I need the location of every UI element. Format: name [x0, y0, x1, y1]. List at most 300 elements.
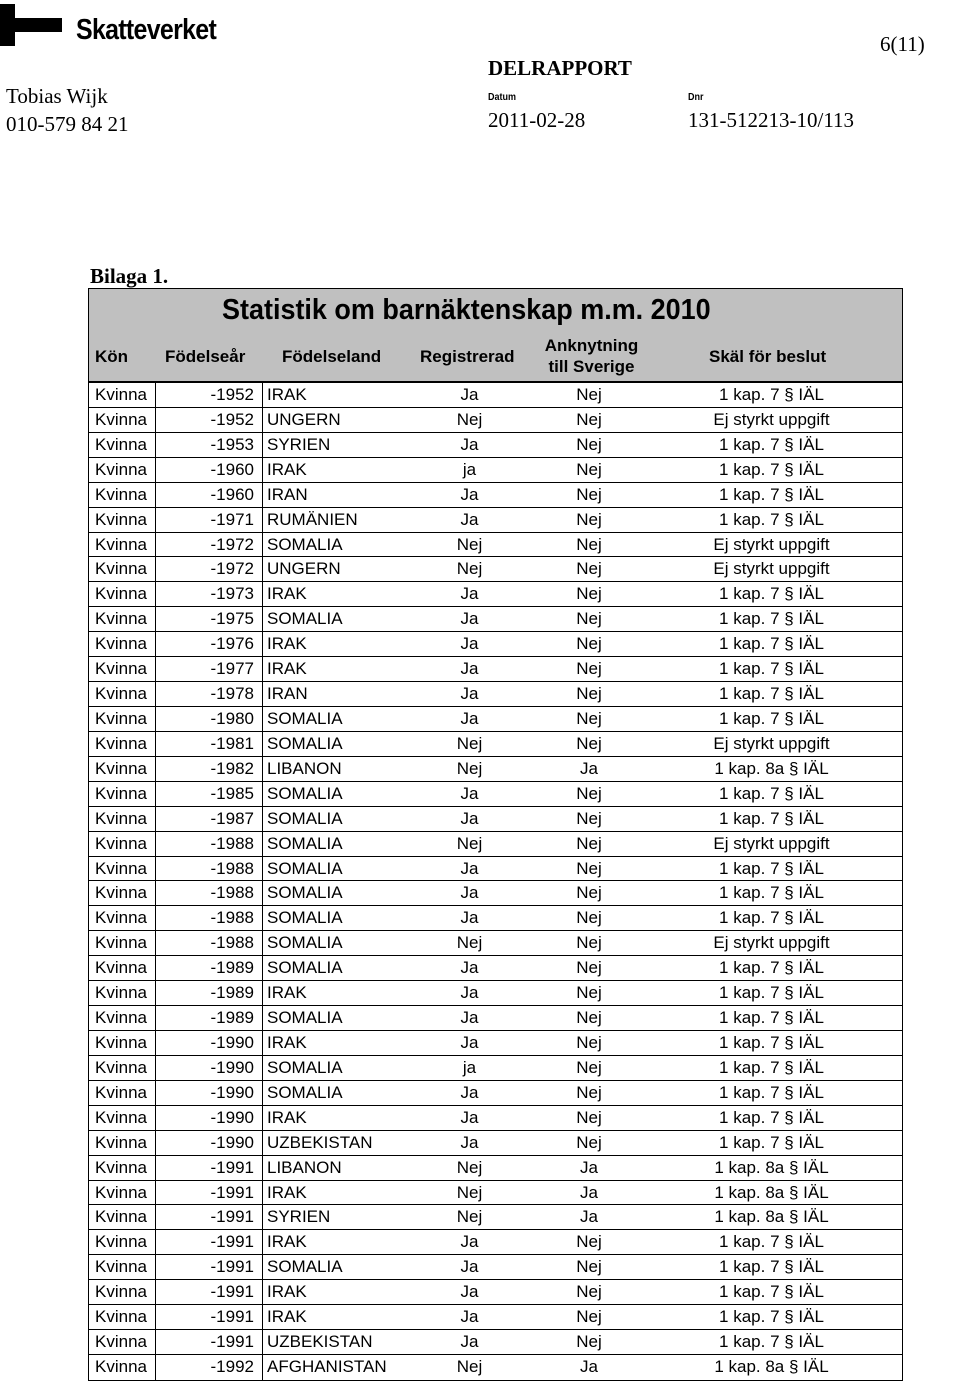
cell-skal: Ej styrkt uppgift [713, 409, 830, 429]
cell-kon: Kvinna [95, 509, 147, 529]
cell-skal: 1 kap. 7 § IÄL [719, 858, 824, 878]
cell-kon: Kvinna [95, 1207, 147, 1227]
cell-registrerad: Ja [460, 783, 479, 803]
cell-registrerad: Nej [456, 733, 483, 753]
cell-fodelseland: SYRIEN [267, 1207, 331, 1227]
table-header [89, 289, 902, 383]
table-row [89, 1156, 902, 1181]
cell-skal: 1 kap. 7 § IÄL [719, 783, 824, 803]
cell-anknytning: Nej [576, 1232, 602, 1252]
cell-registrerad: Ja [460, 1257, 479, 1277]
table-row [89, 1205, 902, 1230]
cell-kon: Kvinna [95, 1132, 147, 1152]
cell-fodelseland: SOMALIA [267, 1257, 343, 1277]
cell-registrerad: Ja [460, 1132, 479, 1152]
table-row [89, 1280, 902, 1305]
cell-fodelseland: SOMALIA [267, 534, 343, 554]
cell-registrerad: Ja [460, 1282, 479, 1302]
column-header-fodelsear: Födelseår [165, 347, 246, 366]
cell-skal: 1 kap. 7 § IÄL [719, 1107, 824, 1127]
cell-kon: Kvinna [95, 958, 147, 978]
cell-fodelsear: -1953 [210, 434, 254, 454]
cell-kon: Kvinna [95, 634, 147, 654]
column-header-anknytning-line1: Anknytning [544, 336, 639, 355]
cell-fodelsear: -1990 [210, 1132, 254, 1152]
table-row [89, 931, 902, 956]
table-row [89, 557, 902, 582]
cell-fodelsear: -1991 [210, 1207, 254, 1227]
cell-anknytning: Nej [576, 509, 602, 529]
cell-skal: 1 kap. 7 § IÄL [719, 634, 824, 654]
cell-fodelseland: SOMALIA [267, 609, 343, 629]
column-header-anknytning [534, 335, 649, 377]
cell-kon: Kvinna [95, 983, 147, 1003]
cell-anknytning: Nej [576, 385, 602, 404]
cell-registrerad: Ja [460, 1008, 479, 1028]
cell-fodelseland: IRAK [267, 459, 307, 479]
cell-skal: 1 kap. 7 § IÄL [719, 983, 824, 1003]
cell-fodelsear: -1978 [210, 684, 254, 704]
cell-kon: Kvinna [95, 684, 147, 704]
cell-fodelseland: UNGERN [267, 559, 341, 579]
cell-kon: Kvinna [95, 808, 147, 828]
cell-fodelsear: -1990 [210, 1107, 254, 1127]
cell-skal: 1 kap. 7 § IÄL [719, 1232, 824, 1252]
cell-kon: Kvinna [95, 1282, 147, 1302]
cell-anknytning: Nej [576, 1332, 602, 1352]
cell-skal: 1 kap. 7 § IÄL [719, 1082, 824, 1102]
cell-anknytning: Ja [580, 1207, 598, 1227]
cell-anknytning: Nej [576, 609, 602, 629]
appendix-heading: Bilaga 1. [90, 264, 169, 288]
cell-registrerad: Ja [460, 1032, 479, 1052]
cell-fodelsear: -1988 [210, 883, 254, 903]
cell-kon: Kvinna [95, 1356, 147, 1376]
table-row [89, 657, 902, 682]
cell-registrerad: Ja [460, 808, 479, 828]
cell-fodelseland: IRAK [267, 1032, 307, 1052]
cell-registrerad: Nej [456, 1182, 483, 1202]
table-row [89, 1355, 902, 1380]
cell-registrerad: Nej [456, 1356, 483, 1376]
cell-registrerad: Ja [460, 609, 479, 629]
table-row [89, 1255, 902, 1280]
cell-fodelseland: IRAK [267, 1107, 307, 1127]
cell-fodelseland: IRAK [267, 983, 307, 1003]
cell-anknytning: Ja [580, 1157, 598, 1177]
cell-anknytning: Nej [576, 808, 602, 828]
cell-fodelsear: -1988 [210, 833, 254, 853]
table-row [89, 956, 902, 981]
table-row [89, 782, 902, 807]
table-row [89, 757, 902, 782]
table-row [89, 508, 902, 533]
cell-fodelseland: SOMALIA [267, 958, 343, 978]
cell-fodelseland: IRAK [267, 1282, 307, 1302]
cell-registrerad: Ja [460, 958, 479, 978]
cell-anknytning: Ja [580, 758, 598, 778]
cell-kon: Kvinna [95, 484, 147, 504]
cell-anknytning: Nej [576, 733, 602, 753]
cell-skal: Ej styrkt uppgift [713, 933, 830, 953]
cell-anknytning: Nej [576, 659, 602, 679]
cell-registrerad: Nej [456, 1207, 483, 1227]
cell-registrerad: Ja [460, 883, 479, 903]
cell-skal: 1 kap. 7 § IÄL [719, 1057, 824, 1077]
cell-anknytning: Nej [576, 833, 602, 853]
cell-fodelseland: IRAK [267, 584, 307, 604]
cell-registrerad: Ja [460, 584, 479, 604]
cell-skal: 1 kap. 7 § IÄL [719, 459, 824, 479]
table-body [89, 383, 902, 1380]
table-row [89, 632, 902, 657]
statistics-table [88, 288, 903, 1381]
column-header-anknytning-line2: till Sverige [548, 357, 635, 376]
cell-skal: Ej styrkt uppgift [713, 733, 830, 753]
cell-kon: Kvinna [95, 1182, 147, 1202]
cell-anknytning: Nej [576, 1282, 602, 1302]
column-header-registrerad: Registrerad [420, 347, 515, 366]
cell-registrerad: Ja [460, 1107, 479, 1127]
cell-registrerad: Ja [460, 1232, 479, 1252]
cell-skal: 1 kap. 7 § IÄL [719, 1032, 824, 1052]
table-row [89, 707, 902, 732]
cell-fodelsear: -1991 [210, 1232, 254, 1252]
cell-anknytning: Nej [576, 1107, 602, 1127]
table-row [89, 1031, 902, 1056]
table-row [89, 1131, 902, 1156]
dnr-label: Dnr [688, 92, 704, 103]
cell-kon: Kvinna [95, 858, 147, 878]
cell-kon: Kvinna [95, 783, 147, 803]
cell-skal: 1 kap. 7 § IÄL [719, 385, 824, 404]
cell-kon: Kvinna [95, 1257, 147, 1277]
table-row [89, 433, 902, 458]
cell-fodelsear: -1988 [210, 908, 254, 928]
cell-skal: 1 kap. 7 § IÄL [719, 1332, 824, 1352]
cell-skal: 1 kap. 8a § IÄL [714, 1182, 829, 1202]
cell-skal: 1 kap. 7 § IÄL [719, 684, 824, 704]
cell-fodelseland: SOMALIA [267, 1008, 343, 1028]
cell-kon: Kvinna [95, 1082, 147, 1102]
cell-fodelseland: RUMÄNIEN [267, 509, 358, 529]
table-title: Statistik om barnäktenskap m.m. 2010 [222, 294, 711, 326]
cell-registrerad: Nej [456, 758, 483, 778]
cell-kon: Kvinna [95, 1057, 147, 1077]
table-row [89, 732, 902, 757]
cell-registrerad: Ja [460, 1082, 479, 1102]
cell-fodelseland: SOMALIA [267, 808, 343, 828]
cell-anknytning: Nej [576, 1257, 602, 1277]
table-row [89, 906, 902, 931]
cell-fodelseland: SOMALIA [267, 833, 343, 853]
table-row [89, 408, 902, 433]
cell-registrerad: ja [462, 459, 477, 479]
cell-anknytning: Nej [576, 684, 602, 704]
cell-skal: 1 kap. 7 § IÄL [719, 1008, 824, 1028]
cell-anknytning: Nej [576, 1032, 602, 1052]
cell-kon: Kvinna [95, 385, 147, 404]
cell-fodelseland: SYRIEN [267, 434, 331, 454]
cell-fodelsear: -1952 [210, 409, 254, 429]
cell-fodelsear: -1982 [210, 758, 254, 778]
cell-skal: Ej styrkt uppgift [713, 833, 830, 853]
cell-fodelsear: -1989 [210, 1008, 254, 1028]
cell-anknytning: Nej [576, 434, 602, 454]
cell-anknytning: Nej [576, 559, 602, 579]
cell-fodelsear: -1985 [210, 783, 254, 803]
cell-fodelsear: -1977 [210, 659, 254, 679]
table-row [89, 1106, 902, 1131]
cell-skal: 1 kap. 7 § IÄL [719, 484, 824, 504]
cell-fodelsear: -1991 [210, 1157, 254, 1177]
cell-skal: 1 kap. 7 § IÄL [719, 1132, 824, 1152]
cell-registrerad: Nej [456, 933, 483, 953]
cell-skal: 1 kap. 8a § IÄL [714, 1157, 829, 1177]
sender-phone: 010-579 84 21 [6, 112, 129, 136]
cell-kon: Kvinna [95, 1008, 147, 1028]
cell-anknytning: Nej [576, 484, 602, 504]
cell-anknytning: Nej [576, 1132, 602, 1152]
cell-fodelseland: UZBEKISTAN [267, 1132, 373, 1152]
cell-registrerad: Nej [456, 559, 483, 579]
cell-skal: 1 kap. 7 § IÄL [719, 584, 824, 604]
cell-fodelsear: -1960 [210, 484, 254, 504]
cell-kon: Kvinna [95, 409, 147, 429]
dnr-value: 131-512213-10/113 [688, 108, 855, 132]
cell-fodelsear: -1975 [210, 609, 254, 629]
cell-registrerad: Nej [456, 833, 483, 853]
cell-registrerad: Nej [456, 1157, 483, 1177]
cell-skal: 1 kap. 8a § IÄL [714, 758, 829, 778]
column-header-fodelseland: Födelseland [282, 347, 382, 366]
cell-registrerad: Ja [460, 708, 479, 728]
cell-fodelsear: -1990 [210, 1032, 254, 1052]
cell-fodelseland: SOMALIA [267, 708, 343, 728]
cell-skal: 1 kap. 8a § IÄL [714, 1356, 829, 1376]
cell-registrerad: Ja [460, 908, 479, 928]
cell-registrerad: Ja [460, 1307, 479, 1327]
cell-registrerad: Ja [460, 1332, 479, 1352]
cell-registrerad: Ja [460, 634, 479, 654]
cell-skal: 1 kap. 7 § IÄL [719, 1307, 824, 1327]
cell-fodelsear: -1971 [210, 509, 254, 529]
cell-kon: Kvinna [95, 559, 147, 579]
cell-fodelsear: -1973 [210, 584, 254, 604]
cell-anknytning: Nej [576, 534, 602, 554]
cell-anknytning: Nej [576, 634, 602, 654]
cell-anknytning: Nej [576, 983, 602, 1003]
cell-fodelseland: IRAK [267, 659, 307, 679]
cell-fodelsear: -1952 [210, 385, 254, 404]
cell-fodelsear: -1991 [210, 1257, 254, 1277]
cell-anknytning: Nej [576, 908, 602, 928]
table-row [89, 1081, 902, 1106]
table-row [89, 1230, 902, 1255]
date-label: Datum [488, 92, 517, 103]
cell-skal: 1 kap. 7 § IÄL [719, 509, 824, 529]
cell-skal: 1 kap. 7 § IÄL [719, 1282, 824, 1302]
cell-skal: 1 kap. 7 § IÄL [719, 708, 824, 728]
cell-anknytning: Nej [576, 933, 602, 953]
cell-fodelseland: SOMALIA [267, 733, 343, 753]
logo-text: Skatteverket [76, 14, 217, 46]
cell-anknytning: Nej [576, 858, 602, 878]
cell-fodelseland: IRAK [267, 385, 307, 404]
cell-registrerad: Ja [460, 509, 479, 529]
cell-kon: Kvinna [95, 1332, 147, 1352]
cell-kon: Kvinna [95, 908, 147, 928]
cell-anknytning: Nej [576, 584, 602, 604]
table-row [89, 483, 902, 508]
cell-kon: Kvinna [95, 1307, 147, 1327]
cell-fodelseland: UNGERN [267, 409, 341, 429]
cell-skal: 1 kap. 7 § IÄL [719, 883, 824, 903]
cell-fodelsear: -1987 [210, 808, 254, 828]
sender-block [6, 82, 129, 138]
cell-kon: Kvinna [95, 933, 147, 953]
cell-anknytning: Nej [576, 459, 602, 479]
cell-fodelseland: SOMALIA [267, 783, 343, 803]
cell-kon: Kvinna [95, 758, 147, 778]
cell-kon: Kvinna [95, 609, 147, 629]
skatteverket-logo [0, 4, 62, 46]
cell-registrerad: Nej [456, 409, 483, 429]
table-row [89, 832, 902, 857]
cell-fodelseland: SOMALIA [267, 883, 343, 903]
cell-fodelsear: -1960 [210, 459, 254, 479]
date-value: 2011-02-28 [488, 108, 586, 132]
table-row [89, 607, 902, 632]
cell-fodelseland: SOMALIA [267, 1082, 343, 1102]
cell-skal: Ej styrkt uppgift [713, 559, 830, 579]
cell-fodelsear: -1989 [210, 958, 254, 978]
cell-registrerad: Ja [460, 983, 479, 1003]
cell-fodelsear: -1991 [210, 1307, 254, 1327]
cell-skal: 1 kap. 7 § IÄL [719, 908, 824, 928]
cell-anknytning: Nej [576, 783, 602, 803]
cell-registrerad: Ja [460, 858, 479, 878]
cell-kon: Kvinna [95, 708, 147, 728]
cell-anknytning: Nej [576, 883, 602, 903]
cell-fodelseland: SOMALIA [267, 858, 343, 878]
cell-anknytning: Ja [580, 1356, 598, 1376]
cell-fodelsear: -1990 [210, 1082, 254, 1102]
cell-fodelseland: LIBANON [267, 758, 342, 778]
cell-skal: 1 kap. 7 § IÄL [719, 609, 824, 629]
cell-fodelsear: -1990 [210, 1057, 254, 1077]
cell-fodelseland: IRAK [267, 1307, 307, 1327]
cell-fodelseland: IRAN [267, 484, 308, 504]
cell-fodelsear: -1972 [210, 559, 254, 579]
cell-kon: Kvinna [95, 1232, 147, 1252]
cell-anknytning: Nej [576, 958, 602, 978]
cell-anknytning: Ja [580, 1182, 598, 1202]
cell-anknytning: Nej [576, 1057, 602, 1077]
cell-anknytning: Nej [576, 1008, 602, 1028]
table-row [89, 1006, 902, 1031]
cell-skal: 1 kap. 7 § IÄL [719, 808, 824, 828]
cell-anknytning: Nej [576, 1307, 602, 1327]
cell-kon: Kvinna [95, 1157, 147, 1177]
cell-kon: Kvinna [95, 584, 147, 604]
cell-skal: 1 kap. 7 § IÄL [719, 1257, 824, 1277]
sender-name: Tobias Wijk [6, 84, 108, 108]
table-row [89, 981, 902, 1006]
table-row [89, 881, 902, 906]
table-row [89, 1181, 902, 1206]
cell-registrerad: Ja [460, 434, 479, 454]
cell-skal: 1 kap. 7 § IÄL [719, 434, 824, 454]
table-row [89, 1305, 902, 1330]
cell-kon: Kvinna [95, 733, 147, 753]
cell-fodelseland: IRAK [267, 634, 307, 654]
table-row [89, 1056, 902, 1081]
cell-fodelsear: -1980 [210, 708, 254, 728]
cell-anknytning: Nej [576, 708, 602, 728]
cell-anknytning: Nej [576, 409, 602, 429]
cell-registrerad: Ja [460, 484, 479, 504]
cell-fodelseland: SOMALIA [267, 933, 343, 953]
cell-fodelseland: IRAK [267, 1182, 307, 1202]
document-type: DELRAPPORT [488, 56, 632, 80]
cell-anknytning: Nej [576, 1082, 602, 1102]
cell-kon: Kvinna [95, 459, 147, 479]
cell-fodelseland: UZBEKISTAN [267, 1332, 373, 1352]
table-row [89, 582, 902, 607]
cell-skal: 1 kap. 8a § IÄL [714, 1207, 829, 1227]
cell-kon: Kvinna [95, 659, 147, 679]
cell-kon: Kvinna [95, 1032, 147, 1052]
cell-fodelsear: -1972 [210, 534, 254, 554]
cell-registrerad: Ja [460, 659, 479, 679]
column-header-skal: Skäl för beslut [709, 347, 827, 366]
cell-fodelseland: SOMALIA [267, 1057, 343, 1077]
table-row [89, 533, 902, 558]
cell-fodelsear: -1992 [210, 1356, 254, 1376]
cell-fodelseland: SOMALIA [267, 908, 343, 928]
cell-fodelsear: -1988 [210, 933, 254, 953]
page-number: 6(11) [880, 32, 925, 56]
cell-kon: Kvinna [95, 883, 147, 903]
cell-kon: Kvinna [95, 534, 147, 554]
cell-fodelsear: -1981 [210, 733, 254, 753]
cell-skal: Ej styrkt uppgift [713, 534, 830, 554]
table-row [89, 682, 902, 707]
cell-fodelseland: IRAK [267, 1232, 307, 1252]
cell-registrerad: Nej [456, 534, 483, 554]
column-header-kon: Kön [95, 347, 129, 366]
cell-fodelsear: -1991 [210, 1282, 254, 1302]
cell-fodelsear: -1988 [210, 858, 254, 878]
cell-fodelsear: -1991 [210, 1182, 254, 1202]
cell-fodelseland: LIBANON [267, 1157, 342, 1177]
table-row [89, 458, 902, 483]
table-row [89, 857, 902, 882]
cell-fodelsear: -1976 [210, 634, 254, 654]
cell-kon: Kvinna [95, 434, 147, 454]
cell-registrerad: Ja [460, 385, 479, 404]
cell-fodelsear: -1991 [210, 1332, 254, 1352]
cell-skal: 1 kap. 7 § IÄL [719, 659, 824, 679]
table-row [89, 1330, 902, 1355]
cell-registrerad: ja [462, 1057, 477, 1077]
cell-fodelseland: IRAN [267, 684, 308, 704]
cell-fodelseland: AFGHANISTAN [267, 1356, 387, 1376]
table-row [89, 807, 902, 832]
table-row [89, 383, 902, 408]
cell-skal: 1 kap. 7 § IÄL [719, 958, 824, 978]
